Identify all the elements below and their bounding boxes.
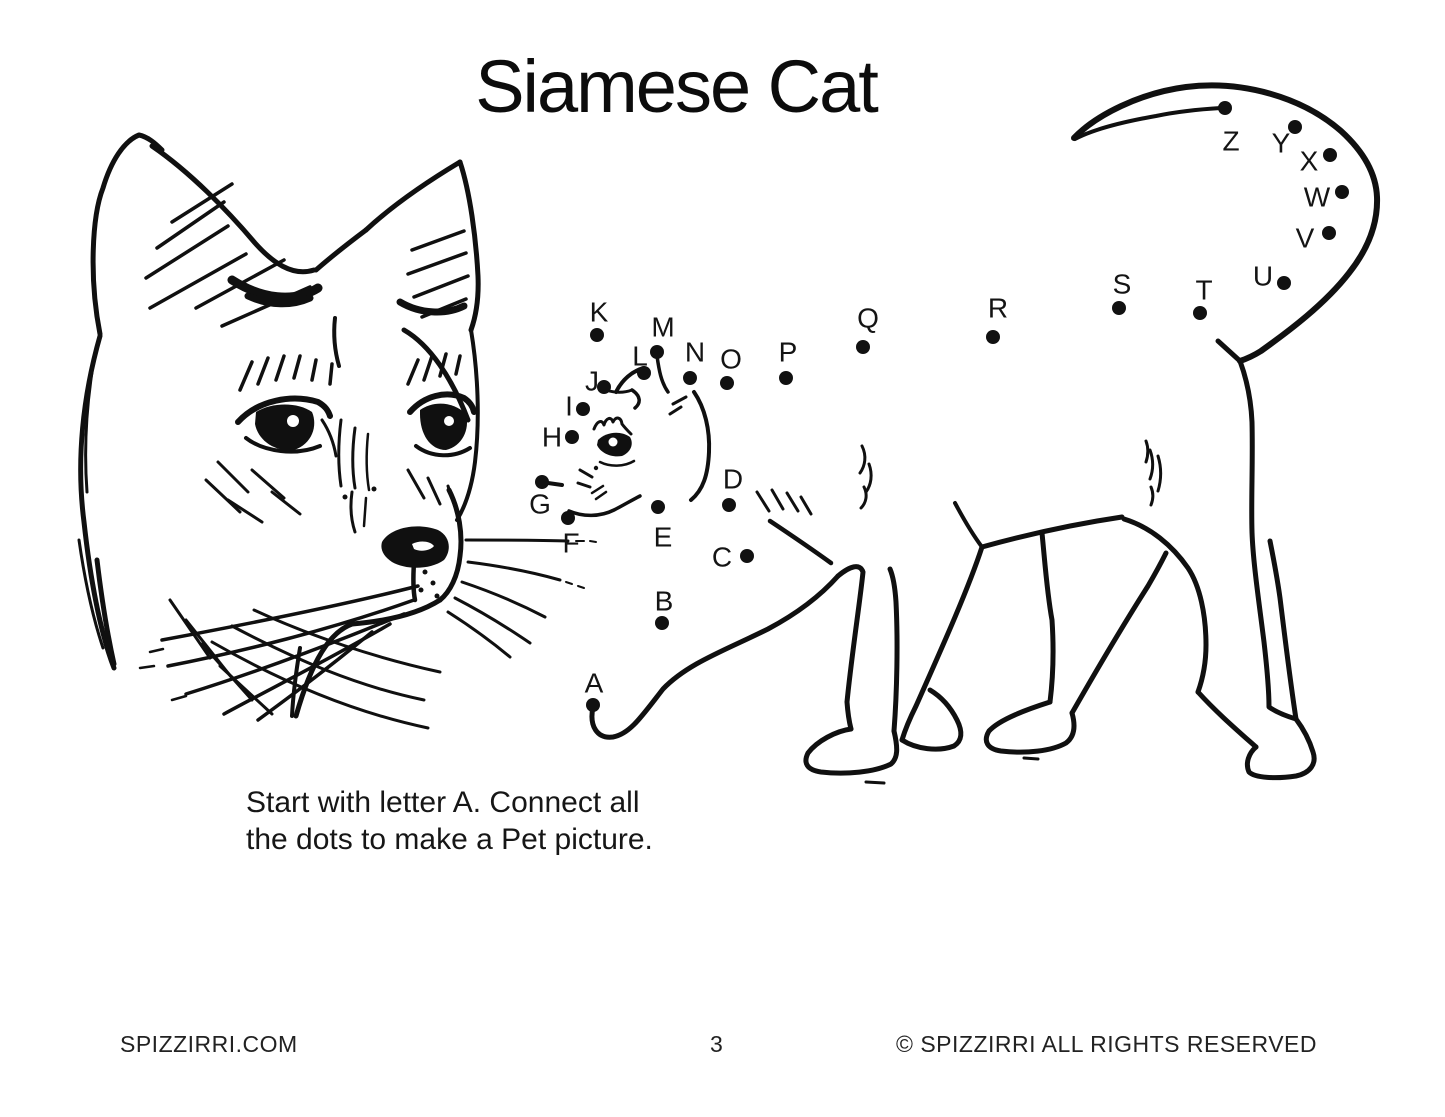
dot-K xyxy=(590,328,604,342)
dot-label-X: X xyxy=(1299,145,1319,177)
dot-label-G: G xyxy=(529,488,551,520)
dot-label-Q: Q xyxy=(857,302,879,334)
dot-B xyxy=(655,616,669,630)
dot-T xyxy=(1193,306,1207,320)
dot-I xyxy=(576,402,590,416)
dot-O xyxy=(720,376,734,390)
dot-label-O: O xyxy=(720,343,742,375)
dot-label-Z: Z xyxy=(1222,125,1240,157)
dot-label-H: H xyxy=(541,421,563,453)
dot-label-R: R xyxy=(987,292,1009,324)
dot-W xyxy=(1335,185,1349,199)
dot-label-T: T xyxy=(1195,274,1213,306)
dot-label-L: L xyxy=(632,340,648,372)
dot-Z xyxy=(1218,101,1232,115)
cat-head-sketch xyxy=(79,135,596,728)
left-eye xyxy=(238,399,336,456)
flank-hatching xyxy=(866,441,1161,783)
dot-E xyxy=(651,500,665,514)
dot-P xyxy=(779,371,793,385)
dot-label-A: A xyxy=(584,667,604,699)
dot-label-D: D xyxy=(722,463,744,495)
dot-X xyxy=(1323,148,1337,162)
dot-label-S: S xyxy=(1112,268,1132,300)
footer-page-number: 3 xyxy=(710,1031,723,1057)
dot-F xyxy=(561,511,575,525)
dot-label-J: J xyxy=(585,365,599,397)
dot-label-M: M xyxy=(651,311,675,343)
dot-V xyxy=(1322,226,1336,240)
dot-label-V: V xyxy=(1295,222,1315,254)
dot-J xyxy=(597,380,611,394)
page-title: Siamese Cat xyxy=(475,45,877,128)
dot-label-I: I xyxy=(565,390,573,422)
dot-D xyxy=(722,498,736,512)
instructions-line-1: Start with letter A. Connect all xyxy=(246,786,640,819)
nose-and-mouth xyxy=(296,487,461,717)
right-ear-hatching xyxy=(408,231,468,317)
instructions-text xyxy=(246,784,653,858)
dot-label-E: E xyxy=(653,521,673,553)
dot-Q xyxy=(856,340,870,354)
dot-N xyxy=(683,371,697,385)
dot-label-U: U xyxy=(1252,260,1274,292)
dot-H xyxy=(565,430,579,444)
dot-label-P: P xyxy=(778,336,798,368)
footer-website: SPIZZIRRI.COM xyxy=(120,1031,298,1057)
dot-S xyxy=(1112,301,1126,315)
dot-A xyxy=(586,698,600,712)
footer-copyright: © SPIZZIRRI ALL RIGHTS RESERVED xyxy=(896,1031,1317,1057)
brow-hatching xyxy=(240,354,460,390)
whiskers xyxy=(140,540,596,728)
dot-G xyxy=(535,475,549,489)
dot-label-B: B xyxy=(654,585,674,617)
face-shading xyxy=(206,318,456,532)
dot-label-K: K xyxy=(589,296,609,328)
dot-label-F: F xyxy=(562,527,580,559)
dot-C xyxy=(740,549,754,563)
right-eye xyxy=(410,394,474,455)
instructions-line-2: the dots to make a Pet picture. xyxy=(246,823,653,856)
dot-label-N: N xyxy=(684,336,706,368)
dot-U xyxy=(1277,276,1291,290)
dot-M xyxy=(650,345,664,359)
dot-R xyxy=(986,330,1000,344)
dot-label-W: W xyxy=(1303,181,1331,213)
dot-label-C: C xyxy=(711,541,733,573)
shoulder-hatching xyxy=(757,446,871,514)
dots-layer xyxy=(529,101,1349,712)
dot-label-Y: Y xyxy=(1271,127,1291,159)
